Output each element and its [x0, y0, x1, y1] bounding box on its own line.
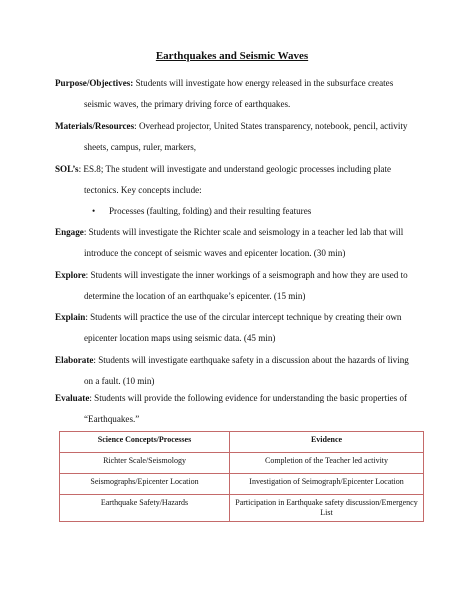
- section-elaborate: [55, 350, 423, 392]
- section-text: Students will investigate how energy released in the subsurface creates: [133, 78, 394, 88]
- table-cell: Completion of the Teacher led activity: [230, 453, 424, 474]
- evidence-table: [59, 431, 424, 522]
- section-text-continued: seismic waves, the primary driving force of earthquakes.: [84, 99, 291, 109]
- section-text: : Students will investigate the inner workings of a seismograph and how they are used to: [85, 270, 408, 280]
- section-text: : Students will provide the following evidence for understanding the basic properties of: [89, 393, 408, 403]
- section-label: Materials/Resources: [55, 121, 135, 131]
- section-label: Explain: [55, 312, 86, 322]
- section-text: : Students will investigate earthquake safety in a discussion about the hazards of living: [93, 355, 409, 365]
- section-text: : Students will practice the use of the circular intercept technique by creating their own: [85, 312, 402, 322]
- table-header-row: [60, 432, 424, 453]
- section-text-continued: “Earthquakes.”: [84, 414, 140, 424]
- table-row: [60, 495, 424, 522]
- document-title: Earthquakes and Seismic Waves: [155, 50, 309, 62]
- section-text-continued: sheets, campus, ruler, markers,: [84, 142, 197, 152]
- section-text-continued: determine the location of an earthquake’s epicenter. (15 min): [84, 291, 306, 301]
- table-cell: Participation in Earthquake safety discussion/Emergency List: [230, 495, 424, 522]
- table-cell: Richter Scale/Seismology: [60, 453, 230, 474]
- section-text-continued: tectonics. Key concepts include:: [84, 185, 202, 195]
- section-explore: [55, 265, 423, 307]
- section-label: SOL’s: [55, 164, 79, 174]
- section-label: Elaborate: [55, 355, 94, 365]
- bullet-text: Processes (faulting, folding) and their resulting features: [109, 206, 312, 216]
- section-purpose: [55, 73, 423, 115]
- key-concept-bullet: [92, 201, 422, 222]
- bullet-icon: •: [92, 206, 96, 216]
- table-cell: Seismographs/Epicenter Location: [60, 474, 230, 495]
- table-header-concepts: Science Concepts/Processes: [60, 432, 230, 453]
- table-cell: Earthquake Safety/Hazards: [60, 495, 230, 522]
- section-label: Purpose/Objectives:: [55, 78, 134, 88]
- section-label: Engage: [55, 227, 84, 237]
- section-text-continued: introduce the concept of seismic waves and epicenter location. (30 min): [84, 248, 346, 258]
- table-cell: Investigation of Seimograph/Epicenter Location: [230, 474, 424, 495]
- section-text: : Overhead projector, United States transparency, notebook, pencil, activity: [134, 121, 408, 131]
- section-label: Explore: [55, 270, 86, 280]
- table-row: [60, 474, 424, 495]
- table-row: [60, 453, 424, 474]
- section-text: : ES.8; The student will investigate and understand geologic processes including plate: [78, 164, 392, 174]
- section-engage: [55, 222, 423, 264]
- section-text-continued: on a fault. (10 min): [84, 376, 155, 386]
- section-label: Evaluate: [55, 393, 90, 403]
- section-text: : Students will investigate the Richter scale and seismology in a teacher led lab that will: [83, 227, 404, 237]
- section-sols: [55, 159, 423, 201]
- section-materials: [55, 116, 423, 158]
- section-text-continued: epicenter location maps using seismic data. (45 min): [84, 333, 276, 343]
- table-header-evidence: Evidence: [230, 432, 424, 453]
- section-evaluate: [55, 388, 423, 430]
- section-explain: [55, 307, 423, 349]
